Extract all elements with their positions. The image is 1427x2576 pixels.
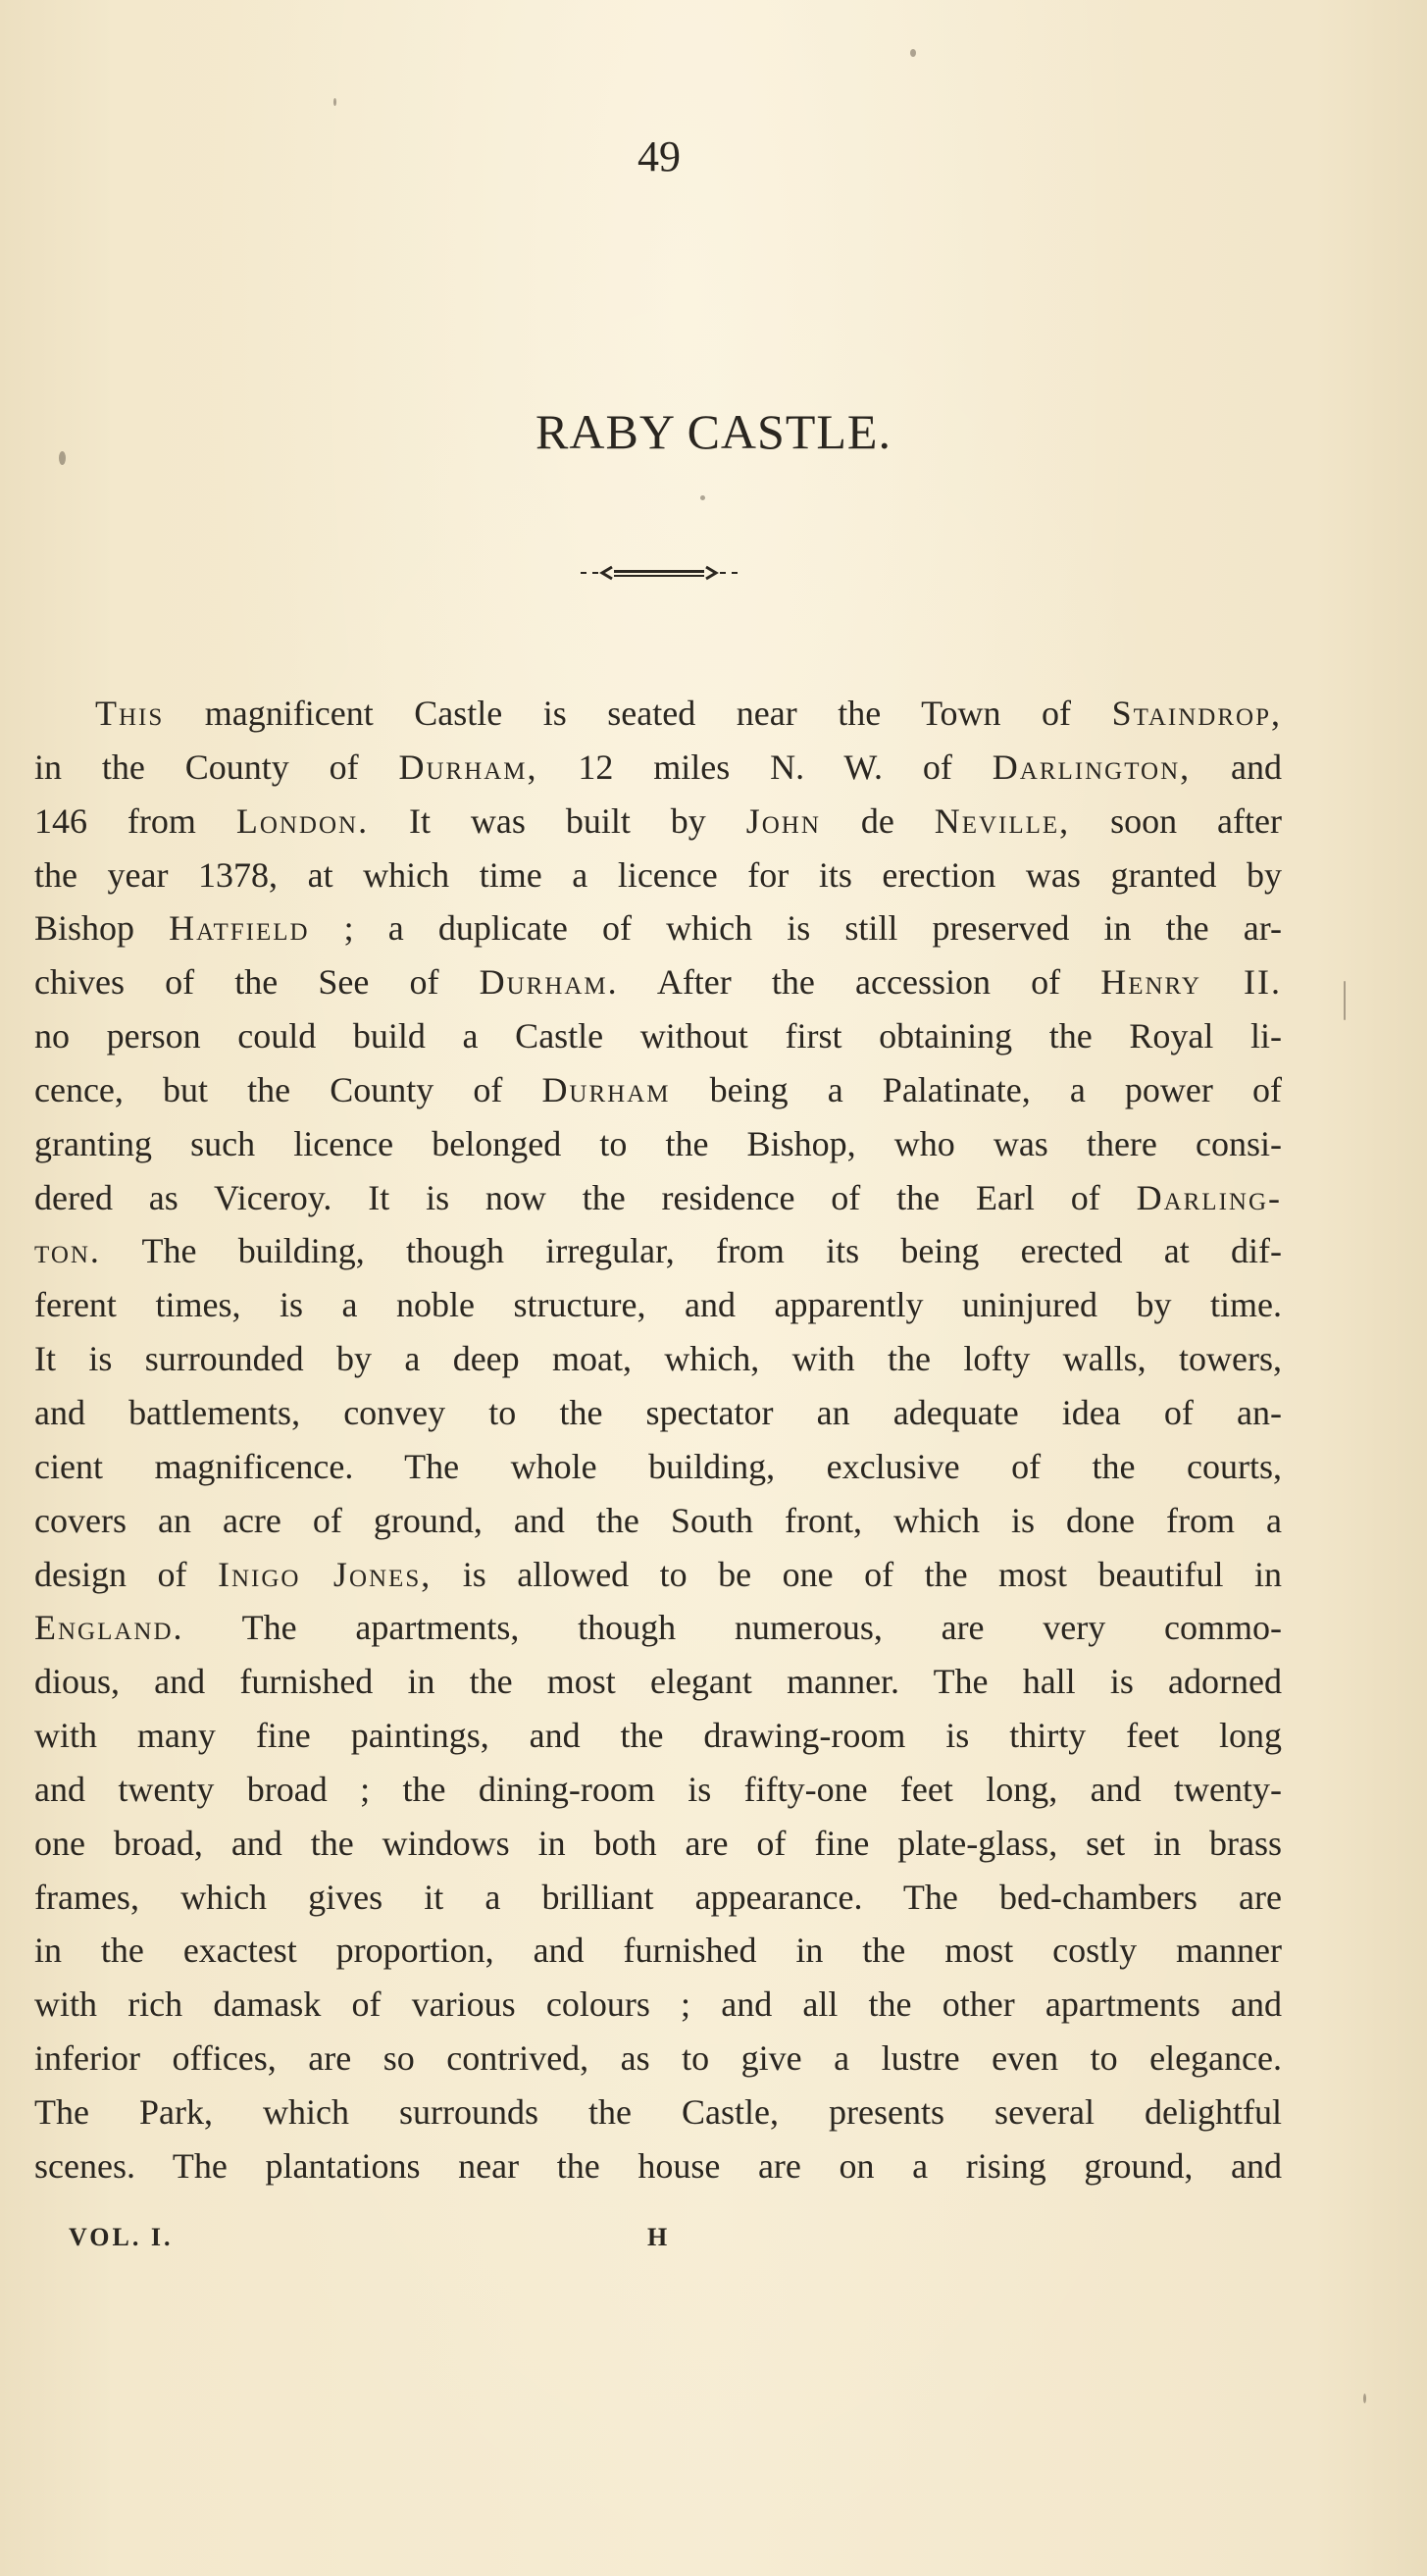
text-segment: dered as Viceroy. It is now the residence of the Earl of [34, 1177, 1137, 1217]
text-segment: with many fine paintings, and the drawing-room is thirty feet long [34, 1716, 1282, 1756]
small-caps-name: ton. [34, 1231, 101, 1271]
text-line [34, 902, 1282, 955]
text-segment: no person could build a Castle without first obtaining the Royal li- [34, 1016, 1282, 1056]
page-number: 49 [637, 132, 681, 180]
text-segment: and battlements, convey to the spectator an adequate idea of an- [34, 1392, 1282, 1432]
text-segment: cence, but the County of [34, 1069, 542, 1109]
text-segment: and [1191, 747, 1282, 787]
text-segment: chives of the See of [34, 962, 480, 1003]
paper-speck [700, 495, 705, 500]
text-line [34, 955, 1282, 1009]
text-line [34, 1601, 1282, 1655]
text-segment: After the accession of [618, 962, 1101, 1003]
text-line [34, 795, 1282, 849]
text-segment: It was built by [369, 800, 746, 841]
text-line [34, 687, 1282, 741]
text-segment: the year 1378, at which time a licence for its erection was granted by [34, 854, 1282, 895]
small-caps-name: This [95, 694, 165, 733]
paragraph [34, 687, 1282, 2193]
small-caps-name: Darling- [1136, 1177, 1282, 1217]
text-segment: magnificent Castle is seated near the Town of [164, 694, 1112, 733]
small-caps-name: Durham. [479, 962, 619, 1003]
text-segment: and twenty broad ; the dining-room is fifty-one feet long, and twenty- [34, 1769, 1282, 1809]
chapter-title: RABY CASTLE. [535, 404, 892, 459]
text-line [34, 1009, 1282, 1063]
text-segment: cient magnificence. The whole building, exclusive of the courts, [34, 1446, 1282, 1486]
volume-label: VOL. I. [69, 2223, 174, 2251]
text-line [34, 1494, 1282, 1548]
text-line [34, 1978, 1282, 2032]
text-line [34, 1224, 1282, 1278]
text-segment: frames, which gives it a brilliant appearance. The bed-chambers are [34, 1877, 1282, 1917]
small-caps-name: London. [235, 800, 370, 841]
text-line [34, 1871, 1282, 1925]
text-segment: is allowed to be one of the most beautiful in [432, 1554, 1282, 1594]
text-segment: The apartments, though numerous, are very commo- [183, 1608, 1282, 1648]
text-segment: ferent times, is a noble structure, and apparently uninjured by time. [34, 1285, 1282, 1325]
paper-speck [59, 451, 66, 465]
text-line [34, 2032, 1282, 2086]
text-segment: de [820, 800, 935, 841]
text-line [34, 1278, 1282, 1332]
text-segment: granting such licence belonged to the Bishop, who was there consi- [34, 1123, 1282, 1163]
text-line [34, 1709, 1282, 1763]
text-line [34, 1763, 1282, 1817]
text-line [34, 1386, 1282, 1440]
text-line [34, 741, 1282, 795]
text-segment: The building, though irregular, from its being erected at dif- [100, 1231, 1282, 1271]
text-line [34, 1655, 1282, 1709]
text-line [34, 2139, 1282, 2193]
paper-speck [1344, 981, 1346, 1020]
small-caps-name: Neville, [934, 800, 1071, 841]
text-segment: 146 from [34, 800, 236, 841]
text-segment: The Park, which surrounds the Castle, presents several delightful [34, 2091, 1282, 2132]
small-caps-name: Staindrop, [1111, 694, 1282, 733]
text-segment: ; a duplicate of which is still preserved in the ar- [309, 908, 1282, 949]
paper-speck [910, 49, 916, 57]
paper-speck [1363, 2394, 1366, 2403]
paper-speck [333, 98, 336, 106]
text-line [34, 1548, 1282, 1602]
text-line [34, 1332, 1282, 1386]
text-segment: design of [34, 1554, 218, 1594]
text-line [34, 1171, 1282, 1225]
text-segment: with rich damask of various colours ; and all the other apartments and [34, 1984, 1282, 2025]
text-segment: 12 miles N. W. of [537, 747, 993, 787]
decorative-rule-ornament [571, 563, 747, 583]
text-segment: dious, and furnished in the most elegant manner. The hall is adorned [34, 1662, 1282, 1702]
text-line [34, 1924, 1282, 1978]
text-segment: in the County of [34, 747, 399, 787]
text-segment: inferior offices, are so contrived, as to give a lustre even to elegance. [34, 2038, 1282, 2079]
small-caps-name: England. [34, 1608, 184, 1648]
body-text [34, 687, 1282, 2193]
small-caps-name: Durham [541, 1069, 671, 1109]
text-segment: soon after [1070, 800, 1282, 841]
text-segment: being a Palatinate, a power of [670, 1069, 1282, 1109]
small-caps-name: Durham, [398, 747, 538, 787]
text-segment: in the exactest proportion, and furnished in the most costly manner [34, 1931, 1282, 1971]
text-segment: It is surrounded by a deep moat, which, with the lofty walls, towers, [34, 1339, 1282, 1379]
page-footer [69, 2223, 755, 2262]
text-segment: Bishop [34, 908, 170, 949]
small-caps-name: John [745, 800, 821, 841]
small-caps-name: Hatfield [169, 908, 310, 949]
text-line [34, 1117, 1282, 1171]
text-segment: scenes. The plantations near the house are on a rising ground, and [34, 2145, 1282, 2186]
text-line [34, 1440, 1282, 1494]
text-line [34, 849, 1282, 902]
signature-mark: H [647, 2223, 671, 2251]
small-caps-name: Henry II. [1100, 962, 1283, 1003]
small-caps-name: Darlington, [992, 747, 1192, 787]
text-segment: one broad, and the windows in both are of fine plate-glass, set in brass [34, 1823, 1282, 1863]
small-caps-name: Inigo Jones, [217, 1554, 433, 1594]
text-line [34, 1817, 1282, 1871]
text-line [34, 2086, 1282, 2139]
text-line [34, 1063, 1282, 1117]
text-segment: covers an acre of ground, and the South front, which is done from a [34, 1500, 1282, 1540]
